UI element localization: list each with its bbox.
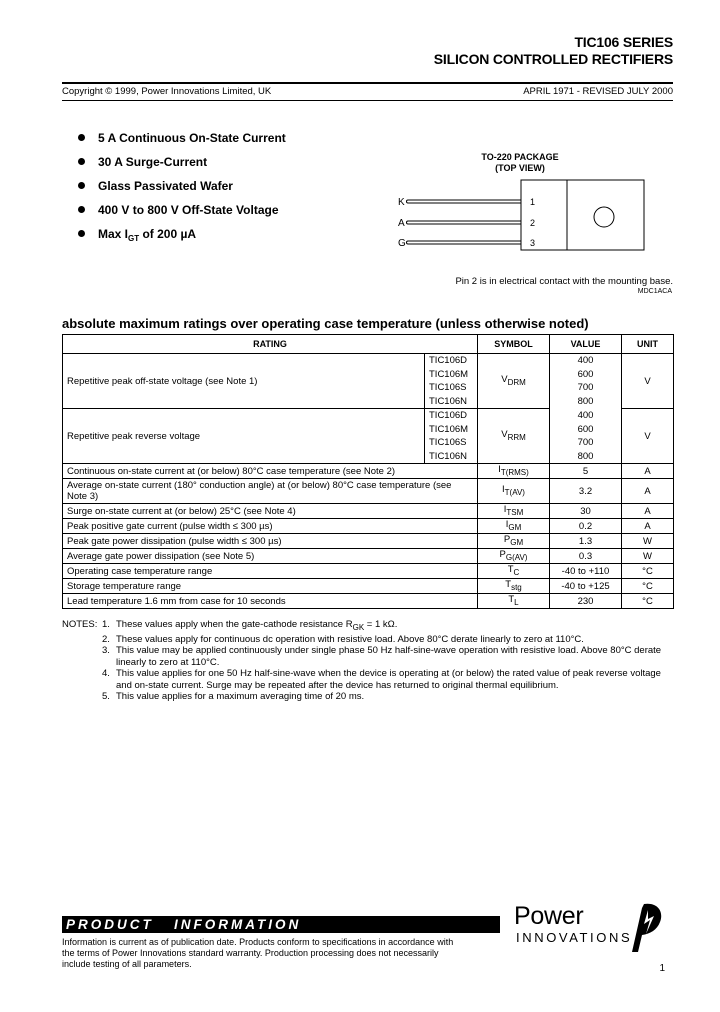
rating-cell: Average gate power dissipation (see Note 5) [63, 549, 478, 564]
table-row [63, 549, 674, 564]
value-cell: 800 [550, 395, 622, 409]
rating-cell: Repetitive peak reverse voltage [63, 409, 425, 464]
page-number: 1 [659, 963, 665, 974]
device-cell: TIC106S [425, 436, 478, 450]
device-cell: TIC106S [425, 381, 478, 395]
drawing-code: MDC1ACA [637, 288, 672, 295]
pin-2 [398, 218, 535, 229]
table-row [63, 519, 674, 534]
bullet-icon [78, 182, 85, 189]
value-cell: 3.2 [550, 479, 622, 504]
value-cell: 800 [550, 450, 622, 464]
unit-cell: A [622, 504, 674, 519]
symbol-cell: $T_{stg}$ [478, 579, 550, 594]
note-item: 2. These values apply for continuous dc operation with resistive load. Above 80°C derate linearly to zero at 110°C. [102, 633, 584, 645]
note-item: 4. This value applies for one 50 Hz half-sine-wave when the device is operating at (or below) the rated value of peak reverse voltage and on-state current. Surge may be repeated after the device has returned to original thermal equilibrium. [102, 668, 661, 691]
table-row [63, 579, 674, 594]
value-cell: 30 [550, 504, 622, 519]
rating-cell: Operating case temperature range [63, 564, 478, 579]
feature-item: 30 A Surge-Current [78, 154, 286, 178]
table-row [63, 464, 674, 479]
notes-section [62, 619, 673, 703]
notes-label: NOTES: [62, 619, 98, 630]
revision-date: APRIL 1971 - REVISED JULY 2000 [523, 86, 673, 97]
unit-cell: A [622, 479, 674, 504]
logo-subtitle: INNOVATIONS [516, 930, 633, 945]
note-item: NOTES: 1. These values apply when the gate-cathode resistance $R_{GK} = 1$ kΩ. [62, 619, 398, 632]
col-symbol: SYMBOL [478, 335, 550, 354]
value-cell: 0.2 [550, 519, 622, 534]
pin-number: 3 [530, 238, 536, 248]
ratings-heading: absolute maximum ratings over operating case temperature (unless otherwise noted) [62, 316, 589, 331]
rating-cell: Average on-state current (180° conduction angle) at (or below) 80°C case temperature (see Note 3) [63, 479, 478, 504]
value-cell: 400 [550, 409, 622, 423]
unit-cell: W [622, 534, 674, 549]
device-cell: TIC106N [425, 395, 478, 409]
table-header-row [63, 335, 674, 354]
value-cell: 400 [550, 354, 622, 368]
unit-cell: A [622, 464, 674, 479]
ratings-table [62, 334, 674, 609]
table-row [63, 354, 674, 368]
header-rule-thin [62, 100, 673, 101]
bullet-icon [78, 134, 85, 141]
disclaimer: Information is current as of publication date. Products conform to specifications in accordance with the terms of Power Innovations standard warranty. Production processing does not necessarily include testing of all parameters. [62, 937, 454, 969]
value-cell: -40 to +110 [550, 564, 622, 579]
value-cell: 1.3 [550, 534, 622, 549]
unit-cell: °C [622, 579, 674, 594]
symbol-cell: $T_L$ [478, 594, 550, 609]
power-innovations-logo-icon [630, 902, 664, 954]
symbol-cell: $V_{RRM}$ [478, 409, 550, 464]
feature-list [78, 130, 286, 250]
device-type-title: SILICON CONTROLLED RECTIFIERS [433, 51, 673, 67]
pin-label: A [398, 218, 405, 229]
note-item: 5. This value applies for a maximum averaging time of 20 ms. [102, 691, 365, 702]
value-cell: 700 [550, 381, 622, 395]
bullet-icon [78, 230, 85, 237]
device-cell: TIC106M [425, 423, 478, 437]
symbol-cell: $P_{G(AV)}$ [478, 549, 550, 564]
unit-cell: W [622, 549, 674, 564]
series-title: TIC106 SERIES [574, 34, 673, 50]
pin-label: K [398, 197, 405, 208]
product-information-label: PRODUCT INFORMATION [66, 917, 302, 932]
copyright: Copyright © 1999, Power Innovations Limited, UK [62, 86, 272, 97]
device-cell: TIC106D [425, 354, 478, 368]
symbol-cell: $T_C$ [478, 564, 550, 579]
table-row [63, 564, 674, 579]
unit-cell: V [622, 409, 674, 464]
rating-cell: Lead temperature 1.6 mm from case for 10 seconds [63, 594, 478, 609]
symbol-cell: $I_{T(RMS)}$ [478, 464, 550, 479]
device-cell: TIC106D [425, 409, 478, 423]
rating-cell: Surge on-state current at (or below) 25°C (see Note 4) [63, 504, 478, 519]
col-rating: RATING [63, 335, 478, 354]
table-row [63, 479, 674, 504]
table-row [63, 504, 674, 519]
col-value: VALUE [550, 335, 622, 354]
symbol-cell: $V_{DRM}$ [478, 354, 550, 409]
package-title: TO-220 PACKAGE (TOP VIEW) [481, 152, 559, 173]
rating-cell: Peak positive gate current (pulse width ≤ 300 µs) [63, 519, 478, 534]
pin-note: Pin 2 is in electrical contact with the mounting base. [455, 276, 673, 287]
pin-1 [398, 197, 535, 208]
symbol-cell: $I_{T(AV)}$ [478, 479, 550, 504]
table-row [63, 534, 674, 549]
symbol-cell: $I_{TSM}$ [478, 504, 550, 519]
header-rule [62, 82, 673, 84]
package-drawing [390, 176, 680, 276]
symbol-cell: $P_{GM}$ [478, 534, 550, 549]
feature-item: 400 V to 800 V Off-State Voltage [78, 202, 286, 226]
value-cell: 0.3 [550, 549, 622, 564]
logo-wordmark: Power [514, 902, 584, 930]
col-unit: UNIT [622, 335, 674, 354]
feature-item: 5 A Continuous On-State Current [78, 130, 286, 154]
unit-cell: A [622, 519, 674, 534]
value-cell: 600 [550, 368, 622, 382]
device-cell: TIC106N [425, 450, 478, 464]
package-body [521, 180, 567, 250]
feature-item: Glass Passivated Wafer [78, 178, 286, 202]
value-cell: -40 to +125 [550, 579, 622, 594]
value-cell: 230 [550, 594, 622, 609]
bullet-icon [78, 158, 85, 165]
unit-cell: °C [622, 594, 674, 609]
device-cell: TIC106M [425, 368, 478, 382]
note-item: 3. This value may be applied continuously under single phase 50 Hz half-sine-wave operation with resistive load. Above 80°C derate linearly to zero at 110°C. [102, 645, 662, 668]
rating-cell: Storage temperature range [63, 579, 478, 594]
rating-cell: Repetitive peak off-state voltage (see Note 1) [63, 354, 425, 409]
rating-cell: Peak gate power dissipation (pulse width ≤ 300 µs) [63, 534, 478, 549]
value-cell: 700 [550, 436, 622, 450]
symbol-cell: $I_{GM}$ [478, 519, 550, 534]
unit-cell: V [622, 354, 674, 409]
unit-cell: °C [622, 564, 674, 579]
pin-3 [398, 238, 535, 249]
bullet-icon [78, 206, 85, 213]
pin-number: 2 [530, 218, 536, 228]
value-cell: 600 [550, 423, 622, 437]
rating-cell: Continuous on-state current at (or below) 80°C case temperature (see Note 2) [63, 464, 478, 479]
pin-label: G [398, 238, 406, 249]
table-row [63, 409, 674, 423]
mounting-hole-icon [594, 207, 614, 227]
table-row [63, 594, 674, 609]
pin-number: 1 [530, 197, 536, 207]
feature-item: Max $I_{GT}$ of 200 µA [78, 226, 286, 250]
value-cell: 5 [550, 464, 622, 479]
